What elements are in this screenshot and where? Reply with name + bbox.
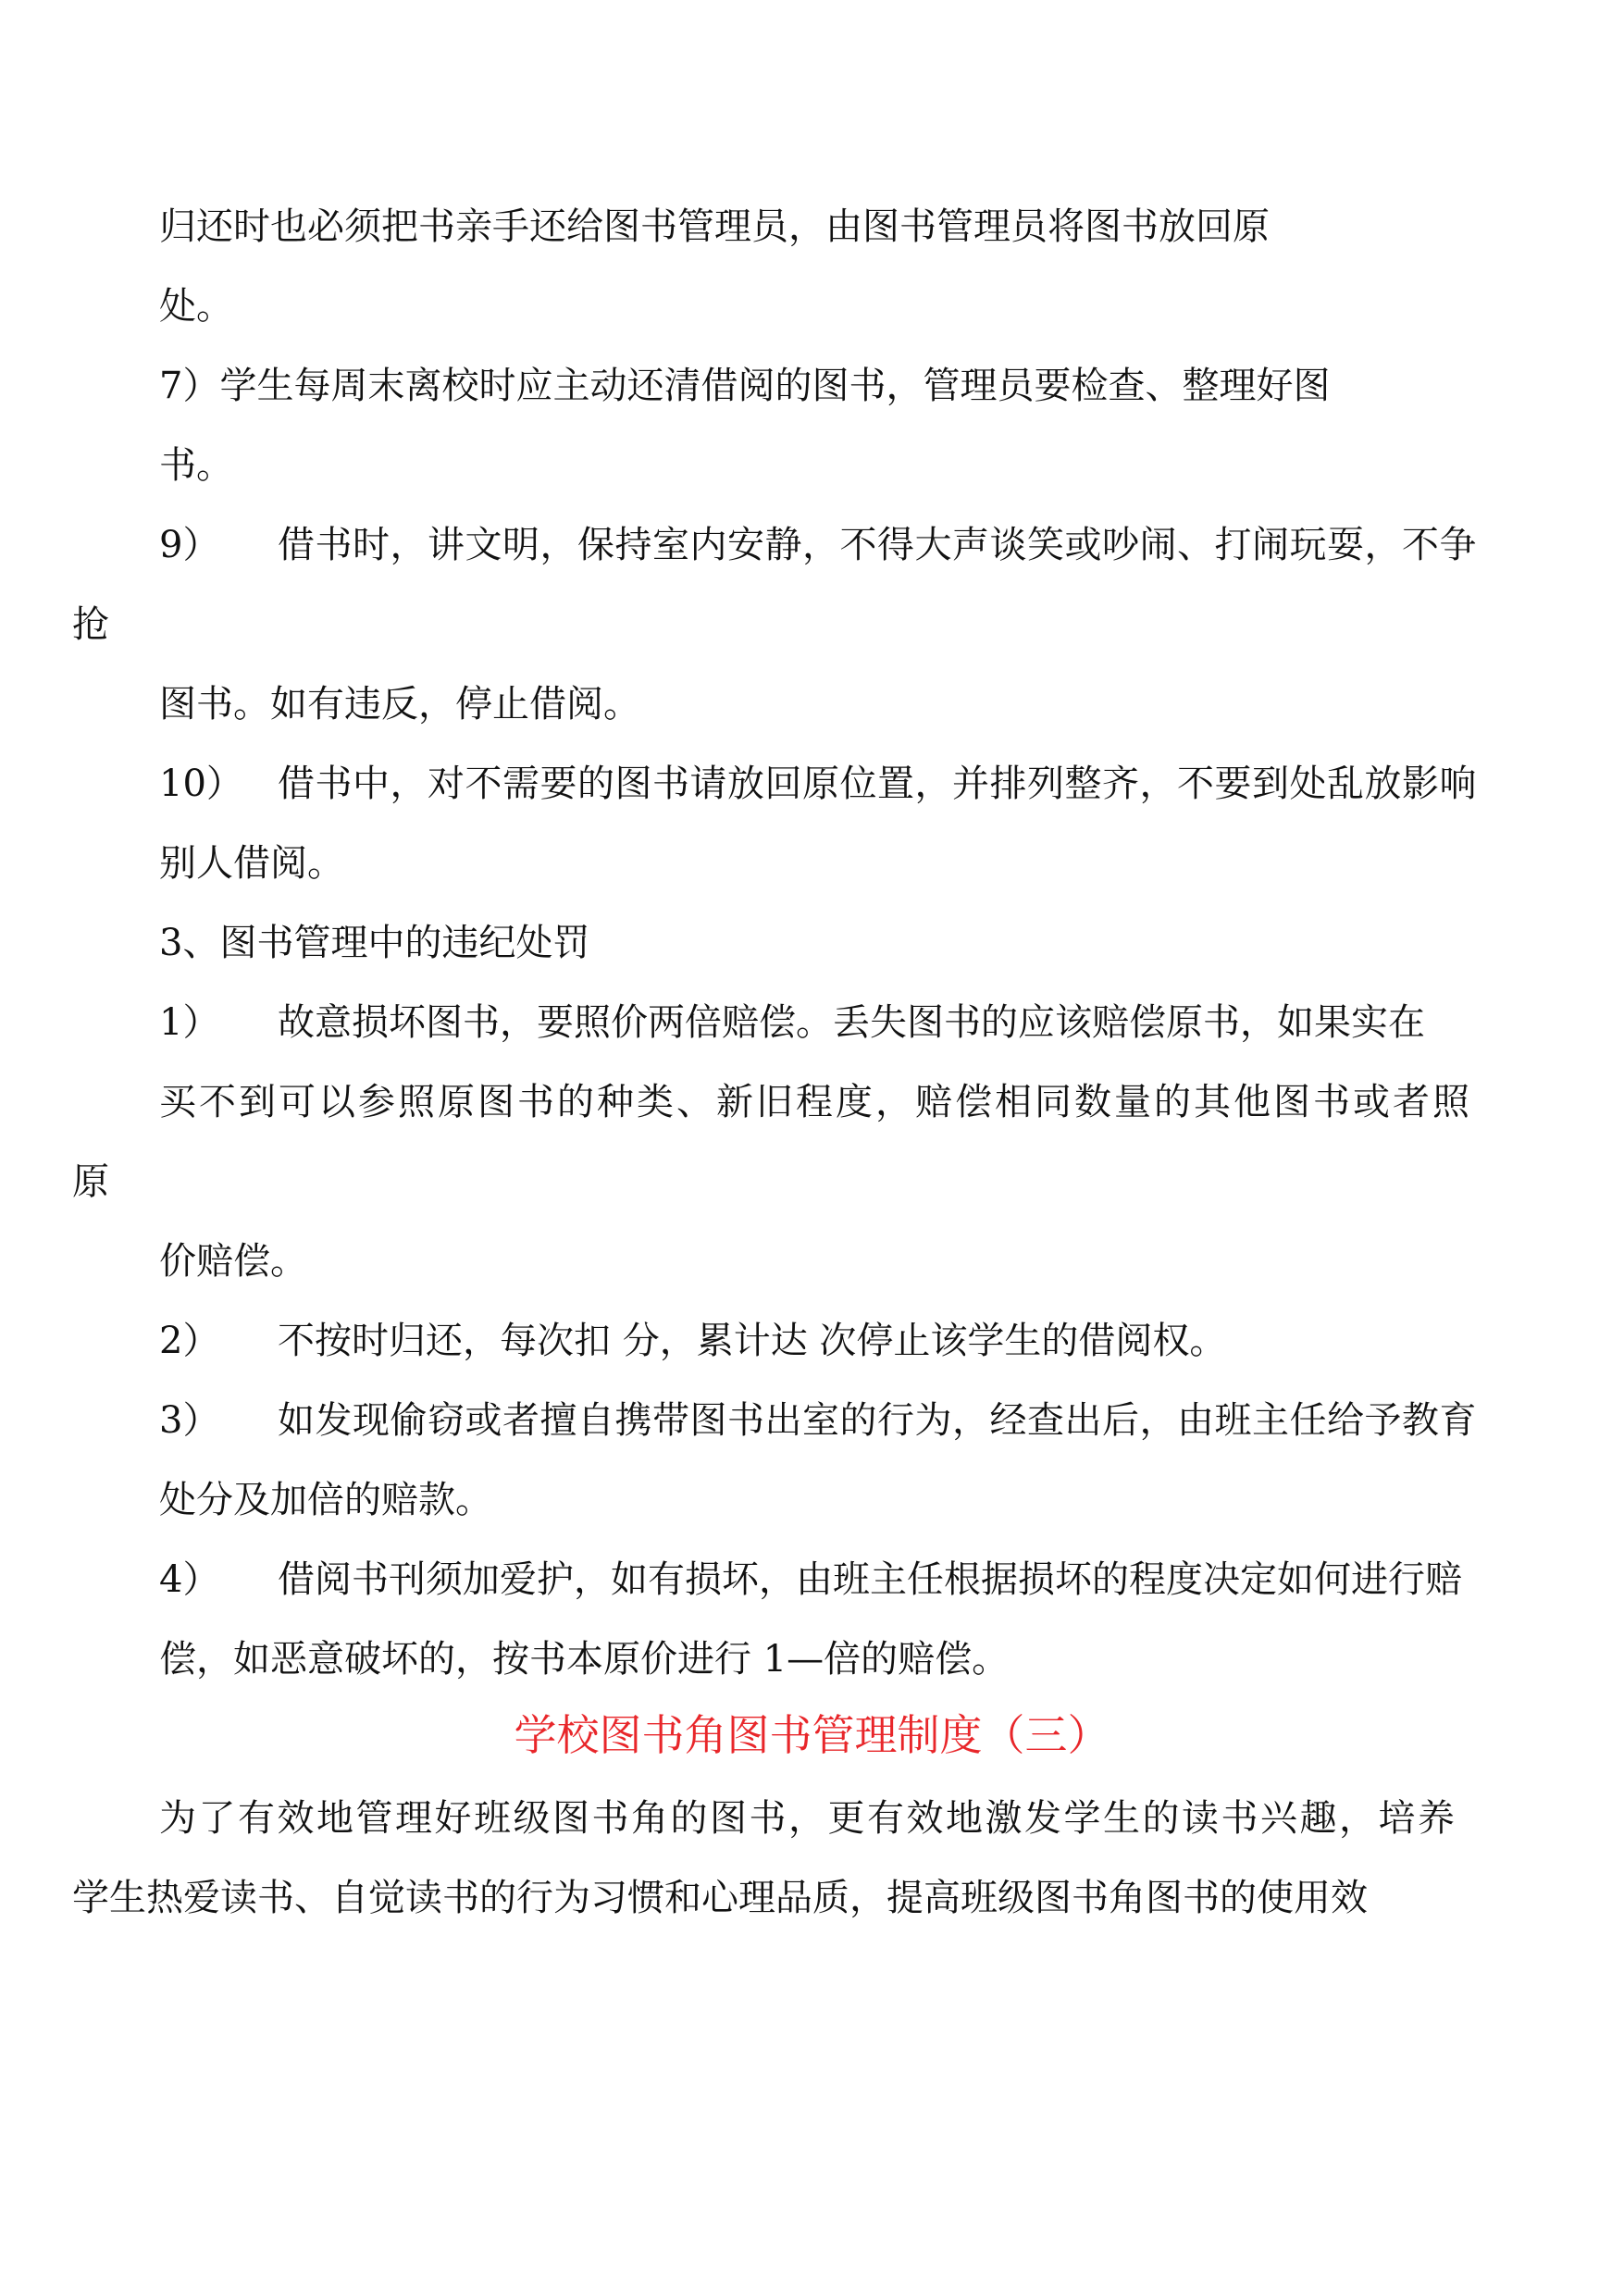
list-item-number: 4） bbox=[159, 1558, 220, 1601]
text-line: 处分及加倍的赔款。 bbox=[159, 1479, 492, 1521]
text-line: 处。 bbox=[159, 285, 233, 328]
list-item-number: 9） bbox=[159, 524, 220, 566]
list-item-text: 故意损坏图书，要照价两倍赔偿。丢失图书的应该赔偿原书，如果实在 bbox=[278, 1001, 1425, 1044]
text-line: 抢 bbox=[72, 603, 109, 646]
text-line: 别人借阅。 bbox=[159, 842, 344, 885]
list-item-number: 10） bbox=[159, 763, 243, 805]
list-item-number: 2） bbox=[159, 1320, 220, 1362]
list-item-text: 如发现偷窃或者擅自携带图书出室的行为，经查出后，由班主任给予教育 bbox=[278, 1399, 1477, 1442]
text-line: 价赔偿。 bbox=[159, 1240, 307, 1283]
text-line: 为了有效地管理好班级图书角的图书，更有效地激发学生的读书兴趣，培养 bbox=[159, 1797, 1457, 1840]
section-heading: 3、图书管理中的违纪处罚 bbox=[159, 922, 590, 964]
list-item-number: 1） bbox=[159, 1001, 220, 1044]
list-item-number: 3） bbox=[159, 1399, 220, 1442]
text-line: 归还时也必须把书亲手还给图书管理员，由图书管理员将图书放回原 bbox=[159, 205, 1270, 248]
text-line: 原 bbox=[72, 1160, 109, 1203]
list-item-text: 借阅书刊须加爱护，如有损坏，由班主任根据损坏的程度决定如何进行赔 bbox=[278, 1558, 1462, 1601]
text-line: 偿，如恶意破坏的，按书本原价进行 1—倍的赔偿。 bbox=[159, 1638, 1010, 1681]
text-line: 买不到可以参照原图书的种类、新旧程度，赔偿相同数量的其他图书或者照 bbox=[159, 1081, 1472, 1123]
text-line: 书。 bbox=[159, 444, 233, 487]
document-title: 学校图书角图书管理制度（三） bbox=[514, 1710, 1110, 1760]
text-line: 7）学生每周末离校时应主动还清借阅的图书，管理员要检查、整理好图 bbox=[159, 365, 1331, 407]
list-item-text: 借书中，对不需要的图书请放回原位置，并排列整齐，不要到处乱放影响 bbox=[278, 763, 1477, 805]
text-line: 图书。如有违反，停止借阅。 bbox=[159, 683, 640, 726]
list-item-text: 不按时归还，每次扣 分，累计达 次停止该学生的借阅权。 bbox=[278, 1320, 1227, 1362]
list-item-text: 借书时，讲文明，保持室内安静，不得大声谈笑或吵闹、打闹玩耍，不争 bbox=[278, 524, 1477, 566]
text-line: 学生热爱读书、自觉读书的行为习惯和心理品质，提高班级图书角图书的使用效 bbox=[72, 1877, 1368, 1919]
